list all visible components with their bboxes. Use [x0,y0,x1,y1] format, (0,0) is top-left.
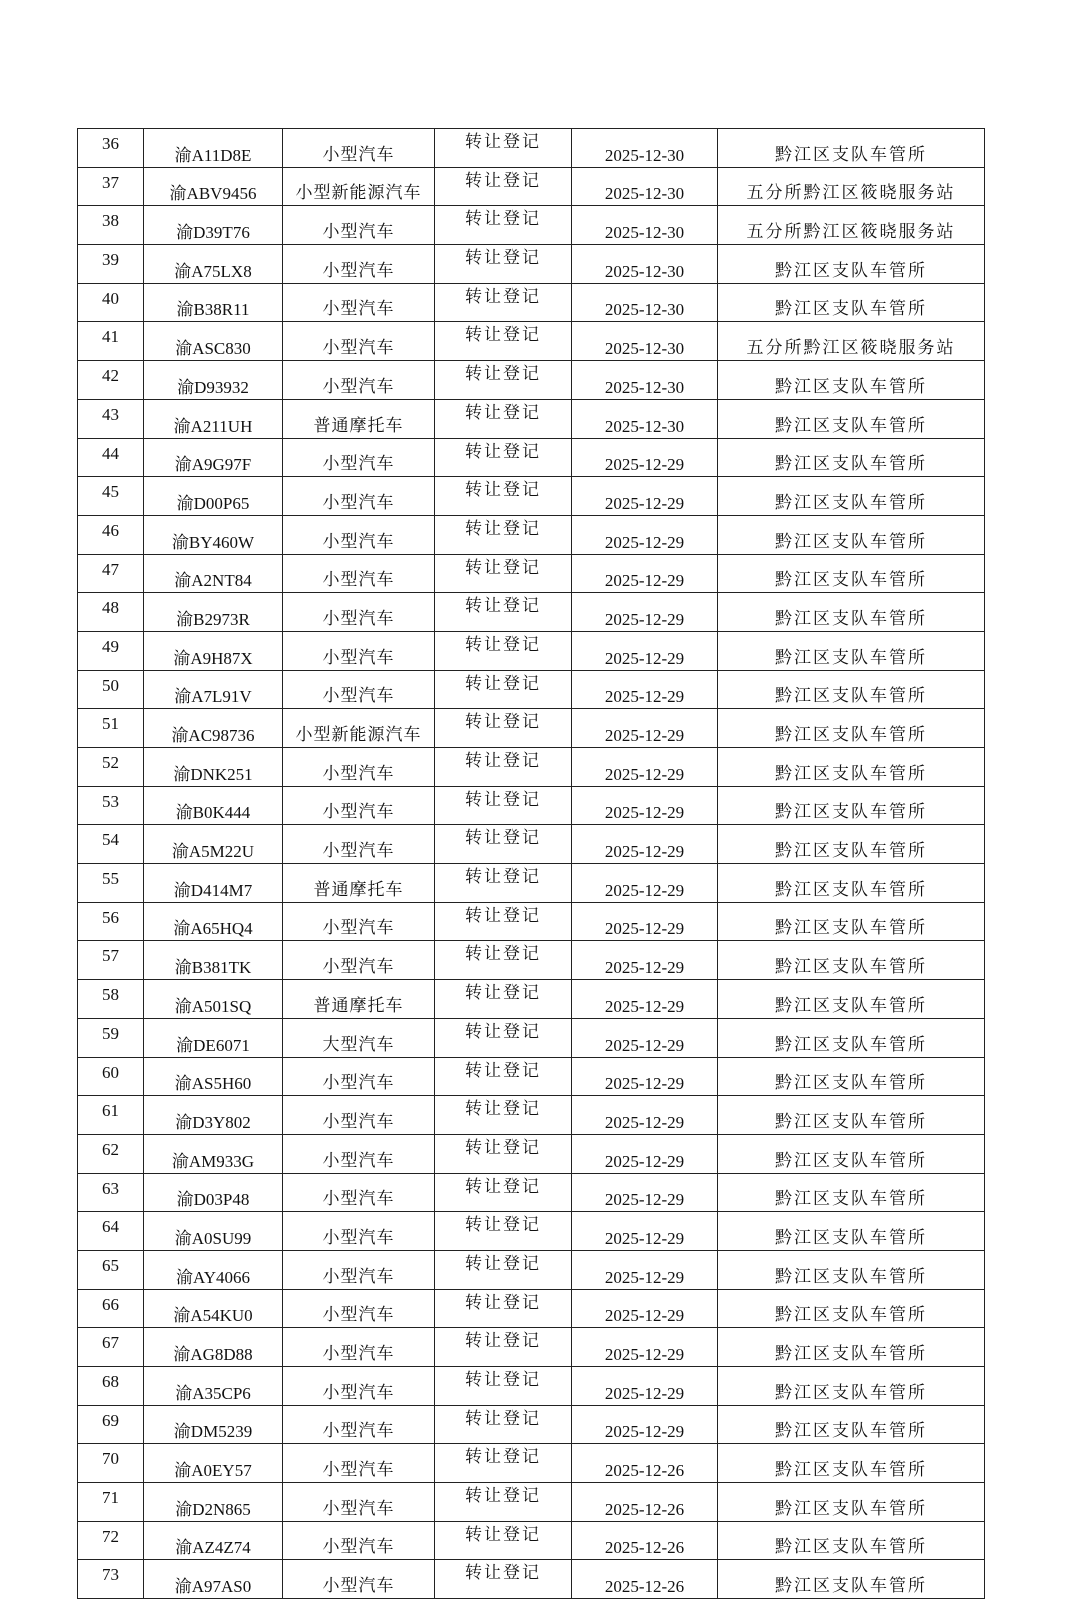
table-row [78,245,985,284]
row-number-cell: 37 [78,167,144,206]
vehicle-type-cell: 小型汽车 [283,1212,435,1251]
table-row [78,322,985,361]
row-number-cell: 65 [78,1250,144,1289]
plate-number-cell: 渝AM933G [144,1134,283,1173]
business-type-cell: 转让登记 [435,786,572,825]
row-number-cell: 45 [78,477,144,516]
business-type-cell: 转让登记 [435,399,572,438]
business-type-cell: 转让登记 [435,1444,572,1483]
table-row [78,1057,985,1096]
business-type-cell: 转让登记 [435,1289,572,1328]
office-name-cell: 黔江区支队车管所 [718,1367,985,1406]
plate-number-cell: 渝ABV9456 [144,167,283,206]
registration-date-cell: 2025-12-30 [572,167,718,206]
office-name-cell: 黔江区支队车管所 [718,1212,985,1251]
office-name-cell: 黔江区支队车管所 [718,902,985,941]
office-name-cell: 黔江区支队车管所 [718,1328,985,1367]
vehicle-type-cell: 小型汽车 [283,1483,435,1522]
table-row [78,515,985,554]
registration-date-cell: 2025-12-29 [572,1018,718,1057]
table-row [78,477,985,516]
row-number-cell: 60 [78,1057,144,1096]
registration-date-cell: 2025-12-29 [572,1096,718,1135]
business-type-cell: 转让登记 [435,748,572,787]
row-number-cell: 62 [78,1134,144,1173]
business-type-cell: 转让登记 [435,1018,572,1057]
plate-number-cell: 渝A9G97F [144,438,283,477]
table-row [78,825,985,864]
office-name-cell: 黔江区支队车管所 [718,593,985,632]
registration-date-cell: 2025-12-29 [572,980,718,1019]
business-type-cell: 转让登记 [435,361,572,400]
row-number-cell: 72 [78,1521,144,1560]
table-row [78,1289,985,1328]
table-row [78,1096,985,1135]
vehicle-type-cell: 小型汽车 [283,902,435,941]
business-type-cell: 转让登记 [435,1367,572,1406]
business-type-cell: 转让登记 [435,477,572,516]
row-number-cell: 63 [78,1173,144,1212]
row-number-cell: 46 [78,515,144,554]
vehicle-type-cell: 小型汽车 [283,825,435,864]
registration-date-cell: 2025-12-30 [572,322,718,361]
plate-number-cell: 渝A65HQ4 [144,902,283,941]
table-row [78,748,985,787]
row-number-cell: 71 [78,1483,144,1522]
vehicle-type-cell: 小型汽车 [283,1444,435,1483]
business-type-cell: 转让登记 [435,593,572,632]
business-type-cell: 转让登记 [435,322,572,361]
table-body [78,129,985,1599]
business-type-cell: 转让登记 [435,1212,572,1251]
table-row [78,1018,985,1057]
plate-number-cell: 渝AS5H60 [144,1057,283,1096]
vehicle-type-cell: 小型汽车 [283,1328,435,1367]
registration-date-cell: 2025-12-30 [572,283,718,322]
plate-number-cell: 渝AY4066 [144,1250,283,1289]
registration-date-cell: 2025-12-29 [572,1367,718,1406]
registration-date-cell: 2025-12-29 [572,438,718,477]
vehicle-type-cell: 小型汽车 [283,786,435,825]
registration-date-cell: 2025-12-29 [572,1212,718,1251]
registration-date-cell: 2025-12-29 [572,554,718,593]
business-type-cell: 转让登记 [435,825,572,864]
vehicle-type-cell: 小型汽车 [283,1057,435,1096]
office-name-cell: 五分所黔江区筱晓服务站 [718,206,985,245]
registration-date-cell: 2025-12-29 [572,1250,718,1289]
business-type-cell: 转让登记 [435,554,572,593]
row-number-cell: 50 [78,670,144,709]
registration-date-cell: 2025-12-30 [572,361,718,400]
plate-number-cell: 渝A11D8E [144,129,283,168]
vehicle-type-cell: 小型汽车 [283,1096,435,1135]
registration-date-cell: 2025-12-30 [572,129,718,168]
business-type-cell: 转让登记 [435,670,572,709]
table-row [78,864,985,903]
registration-date-cell: 2025-12-29 [572,477,718,516]
row-number-cell: 41 [78,322,144,361]
plate-number-cell: 渝AG8D88 [144,1328,283,1367]
table-row [78,283,985,322]
plate-number-cell: 渝A54KU0 [144,1289,283,1328]
vehicle-type-cell: 小型新能源汽车 [283,709,435,748]
registration-date-cell: 2025-12-29 [572,1173,718,1212]
business-type-cell: 转让登记 [435,1483,572,1522]
business-type-cell: 转让登记 [435,167,572,206]
row-number-cell: 66 [78,1289,144,1328]
registration-date-cell: 2025-12-29 [572,825,718,864]
vehicle-type-cell: 小型汽车 [283,1134,435,1173]
plate-number-cell: 渝D3Y802 [144,1096,283,1135]
business-type-cell: 转让登记 [435,980,572,1019]
table-row [78,438,985,477]
vehicle-type-cell: 小型汽车 [283,1289,435,1328]
office-name-cell: 黔江区支队车管所 [718,1521,985,1560]
registration-date-cell: 2025-12-26 [572,1521,718,1560]
office-name-cell: 黔江区支队车管所 [718,748,985,787]
vehicle-type-cell: 大型汽车 [283,1018,435,1057]
table-row [78,206,985,245]
business-type-cell: 转让登记 [435,129,572,168]
registration-date-cell: 2025-12-29 [572,1134,718,1173]
business-type-cell: 转让登记 [435,1521,572,1560]
business-type-cell: 转让登记 [435,515,572,554]
row-number-cell: 42 [78,361,144,400]
plate-number-cell: 渝D39T76 [144,206,283,245]
plate-number-cell: 渝B2973R [144,593,283,632]
row-number-cell: 73 [78,1560,144,1599]
vehicle-type-cell: 小型汽车 [283,593,435,632]
table-row [78,1134,985,1173]
registration-date-cell: 2025-12-29 [572,941,718,980]
office-name-cell: 黔江区支队车管所 [718,245,985,284]
registration-date-cell: 2025-12-29 [572,902,718,941]
row-number-cell: 48 [78,593,144,632]
vehicle-type-cell: 普通摩托车 [283,399,435,438]
plate-number-cell: 渝A75LX8 [144,245,283,284]
vehicle-type-cell: 小型汽车 [283,206,435,245]
vehicle-type-cell: 小型汽车 [283,245,435,284]
registration-date-cell: 2025-12-29 [572,515,718,554]
registration-date-cell: 2025-12-29 [572,709,718,748]
office-name-cell: 黔江区支队车管所 [718,477,985,516]
registration-date-cell: 2025-12-26 [572,1444,718,1483]
table-row [78,361,985,400]
office-name-cell: 五分所黔江区筱晓服务站 [718,322,985,361]
row-number-cell: 38 [78,206,144,245]
office-name-cell: 黔江区支队车管所 [718,631,985,670]
business-type-cell: 转让登记 [435,631,572,670]
vehicle-type-cell: 小型汽车 [283,438,435,477]
registration-date-cell: 2025-12-29 [572,593,718,632]
row-number-cell: 52 [78,748,144,787]
plate-number-cell: 渝BY460W [144,515,283,554]
vehicle-type-cell: 小型汽车 [283,283,435,322]
row-number-cell: 55 [78,864,144,903]
registration-date-cell: 2025-12-29 [572,748,718,787]
table-row [78,980,985,1019]
plate-number-cell: 渝A35CP6 [144,1367,283,1406]
plate-number-cell: 渝A501SQ [144,980,283,1019]
plate-number-cell: 渝ASC830 [144,322,283,361]
plate-number-cell: 渝A0SU99 [144,1212,283,1251]
plate-number-cell: 渝A9H87X [144,631,283,670]
office-name-cell: 黔江区支队车管所 [718,1057,985,1096]
office-name-cell: 黔江区支队车管所 [718,129,985,168]
row-number-cell: 44 [78,438,144,477]
business-type-cell: 转让登记 [435,206,572,245]
office-name-cell: 黔江区支队车管所 [718,864,985,903]
table-row [78,902,985,941]
vehicle-type-cell: 小型汽车 [283,1250,435,1289]
business-type-cell: 转让登记 [435,1096,572,1135]
vehicle-type-cell: 小型汽车 [283,1367,435,1406]
vehicle-type-cell: 小型汽车 [283,515,435,554]
business-type-cell: 转让登记 [435,941,572,980]
office-name-cell: 黔江区支队车管所 [718,786,985,825]
vehicle-type-cell: 小型汽车 [283,129,435,168]
office-name-cell: 黔江区支队车管所 [718,1444,985,1483]
table-row [78,1483,985,1522]
office-name-cell: 黔江区支队车管所 [718,709,985,748]
vehicle-type-cell: 小型汽车 [283,554,435,593]
vehicle-type-cell: 小型汽车 [283,1405,435,1444]
row-number-cell: 36 [78,129,144,168]
office-name-cell: 黔江区支队车管所 [718,1018,985,1057]
vehicle-type-cell: 小型汽车 [283,941,435,980]
plate-number-cell: 渝AZ4Z74 [144,1521,283,1560]
row-number-cell: 47 [78,554,144,593]
business-type-cell: 转让登记 [435,283,572,322]
plate-number-cell: 渝D414M7 [144,864,283,903]
table-row [78,129,985,168]
office-name-cell: 黔江区支队车管所 [718,1134,985,1173]
row-number-cell: 56 [78,902,144,941]
office-name-cell: 黔江区支队车管所 [718,1173,985,1212]
plate-number-cell: 渝A2NT84 [144,554,283,593]
row-number-cell: 57 [78,941,144,980]
plate-number-cell: 渝D03P48 [144,1173,283,1212]
registration-date-cell: 2025-12-26 [572,1560,718,1599]
business-type-cell: 转让登记 [435,1328,572,1367]
plate-number-cell: 渝DNK251 [144,748,283,787]
table-row [78,593,985,632]
business-type-cell: 转让登记 [435,1560,572,1599]
plate-number-cell: 渝A97AS0 [144,1560,283,1599]
table-row [78,1173,985,1212]
plate-number-cell: 渝A7L91V [144,670,283,709]
plate-number-cell: 渝A5M22U [144,825,283,864]
vehicle-type-cell: 小型汽车 [283,670,435,709]
office-name-cell: 黔江区支队车管所 [718,283,985,322]
table-row [78,167,985,206]
business-type-cell: 转让登记 [435,438,572,477]
business-type-cell: 转让登记 [435,709,572,748]
registration-date-cell: 2025-12-29 [572,670,718,709]
registration-date-cell: 2025-12-29 [572,1057,718,1096]
table-row [78,554,985,593]
plate-number-cell: 渝D2N865 [144,1483,283,1522]
vehicle-type-cell: 小型汽车 [283,361,435,400]
row-number-cell: 68 [78,1367,144,1406]
row-number-cell: 49 [78,631,144,670]
registration-date-cell: 2025-12-29 [572,631,718,670]
office-name-cell: 黔江区支队车管所 [718,1405,985,1444]
row-number-cell: 58 [78,980,144,1019]
office-name-cell: 黔江区支队车管所 [718,941,985,980]
table-row [78,709,985,748]
business-type-cell: 转让登记 [435,1405,572,1444]
office-name-cell: 黔江区支队车管所 [718,361,985,400]
table-row [78,786,985,825]
row-number-cell: 69 [78,1405,144,1444]
table-row [78,1250,985,1289]
table-row [78,1444,985,1483]
row-number-cell: 53 [78,786,144,825]
table-row [78,631,985,670]
row-number-cell: 61 [78,1096,144,1135]
registration-date-cell: 2025-12-30 [572,399,718,438]
plate-number-cell: 渝B0K444 [144,786,283,825]
registration-date-cell: 2025-12-29 [572,1405,718,1444]
office-name-cell: 黔江区支队车管所 [718,1096,985,1135]
row-number-cell: 59 [78,1018,144,1057]
business-type-cell: 转让登记 [435,864,572,903]
vehicle-type-cell: 小型汽车 [283,1173,435,1212]
table-row [78,1521,985,1560]
vehicle-type-cell: 小型新能源汽车 [283,167,435,206]
office-name-cell: 黔江区支队车管所 [718,1250,985,1289]
plate-number-cell: 渝D00P65 [144,477,283,516]
row-number-cell: 54 [78,825,144,864]
table-row [78,399,985,438]
table-row [78,1560,985,1599]
plate-number-cell: 渝D93932 [144,361,283,400]
table-row [78,1405,985,1444]
registration-table [77,128,985,1599]
business-type-cell: 转让登记 [435,1250,572,1289]
vehicle-type-cell: 普通摩托车 [283,980,435,1019]
business-type-cell: 转让登记 [435,1134,572,1173]
row-number-cell: 40 [78,283,144,322]
business-type-cell: 转让登记 [435,245,572,284]
vehicle-type-cell: 小型汽车 [283,631,435,670]
office-name-cell: 黔江区支队车管所 [718,399,985,438]
plate-number-cell: 渝A211UH [144,399,283,438]
row-number-cell: 39 [78,245,144,284]
vehicle-type-cell: 小型汽车 [283,1521,435,1560]
vehicle-type-cell: 小型汽车 [283,322,435,361]
table-row [78,1328,985,1367]
row-number-cell: 51 [78,709,144,748]
plate-number-cell: 渝B38R11 [144,283,283,322]
plate-number-cell: 渝A0EY57 [144,1444,283,1483]
row-number-cell: 43 [78,399,144,438]
business-type-cell: 转让登记 [435,1057,572,1096]
plate-number-cell: 渝AC98736 [144,709,283,748]
registration-date-cell: 2025-12-29 [572,786,718,825]
business-type-cell: 转让登记 [435,902,572,941]
plate-number-cell: 渝DM5239 [144,1405,283,1444]
registration-date-cell: 2025-12-29 [572,1289,718,1328]
registration-date-cell: 2025-12-29 [572,1328,718,1367]
vehicle-type-cell: 小型汽车 [283,748,435,787]
plate-number-cell: 渝DE6071 [144,1018,283,1057]
office-name-cell: 黔江区支队车管所 [718,438,985,477]
table-row [78,1367,985,1406]
registration-date-cell: 2025-12-30 [572,245,718,284]
office-name-cell: 黔江区支队车管所 [718,670,985,709]
office-name-cell: 黔江区支队车管所 [718,980,985,1019]
office-name-cell: 黔江区支队车管所 [718,825,985,864]
office-name-cell: 黔江区支队车管所 [718,1560,985,1599]
registration-date-cell: 2025-12-26 [572,1483,718,1522]
vehicle-type-cell: 小型汽车 [283,1560,435,1599]
table-row [78,941,985,980]
registration-date-cell: 2025-12-29 [572,864,718,903]
business-type-cell: 转让登记 [435,1173,572,1212]
vehicle-type-cell: 普通摩托车 [283,864,435,903]
row-number-cell: 64 [78,1212,144,1251]
office-name-cell: 五分所黔江区筱晓服务站 [718,167,985,206]
office-name-cell: 黔江区支队车管所 [718,554,985,593]
table-row [78,670,985,709]
office-name-cell: 黔江区支队车管所 [718,1483,985,1522]
office-name-cell: 黔江区支队车管所 [718,1289,985,1328]
table-row [78,1212,985,1251]
row-number-cell: 70 [78,1444,144,1483]
registration-date-cell: 2025-12-30 [572,206,718,245]
office-name-cell: 黔江区支队车管所 [718,515,985,554]
vehicle-type-cell: 小型汽车 [283,477,435,516]
row-number-cell: 67 [78,1328,144,1367]
plate-number-cell: 渝B381TK [144,941,283,980]
